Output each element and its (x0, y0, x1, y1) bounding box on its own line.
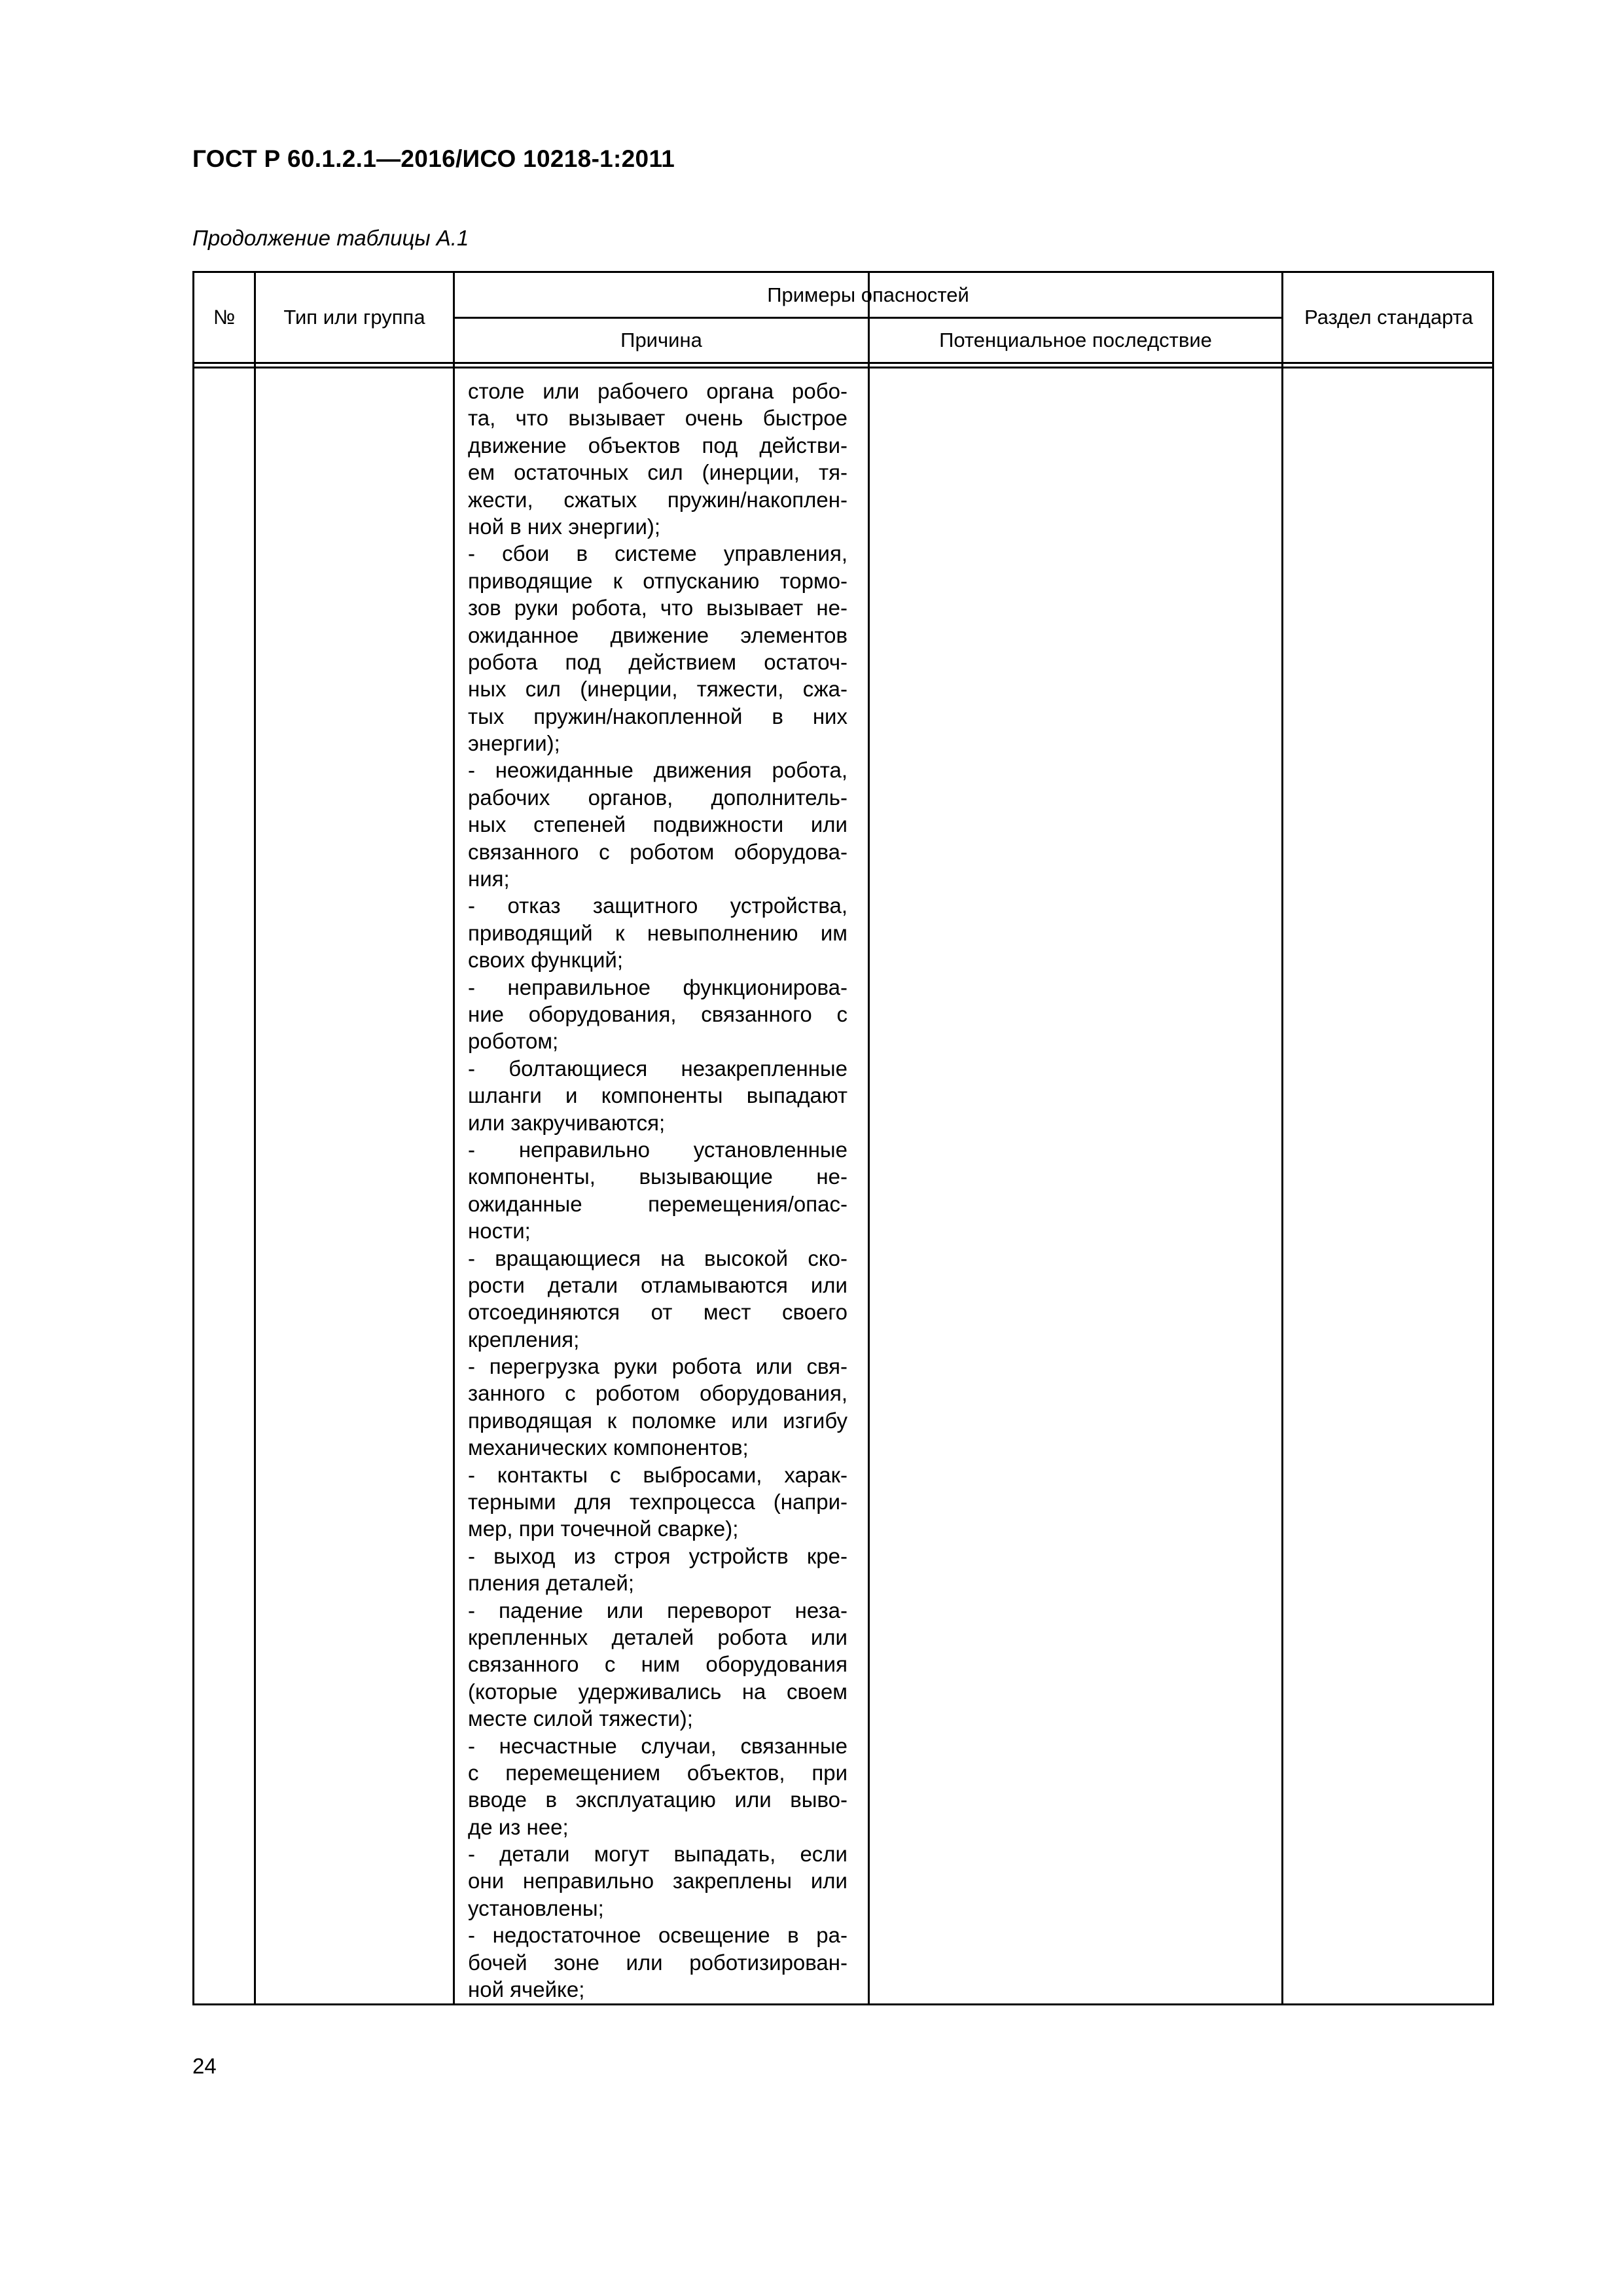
cause-text-line: тых пружин/накопленной в них (468, 704, 847, 728)
cause-cell-text (468, 378, 847, 2003)
cause-text-line: (которые удерживались на своем (468, 1679, 847, 1704)
cause-text-line: рости детали отламываются или (468, 1272, 847, 1297)
cause-text-line: - вращающиеся на высокой ско- (468, 1246, 847, 1270)
cause-text-line: вводе в эксплуатацию или выво- (468, 1787, 847, 1812)
cause-text-line: - выход из строя устройств кре- (468, 1543, 847, 1568)
page-number: 24 (192, 2054, 217, 2078)
header-bottom-line-double (194, 367, 1492, 368)
cause-text-line: занного с роботом оборудования, (468, 1381, 847, 1406)
cause-text-line: ожиданные перемещения/опас- (468, 1191, 847, 1216)
cause-text-line: с перемещением объектов, при (468, 1760, 847, 1785)
header-hazard-examples: Примеры опасностей (767, 283, 969, 306)
cause-text-line: - неправильное функционирова- (468, 975, 847, 999)
cause-text-line: - падение или переворот неза- (468, 1598, 847, 1623)
cause-text-line: месте силой тяжести); (468, 1706, 693, 1731)
cause-text-line: де из нее; (468, 1814, 569, 1839)
cause-text-line: - контакты с выбросами, харак- (468, 1462, 847, 1487)
cause-text-line: своих функций; (468, 948, 623, 973)
cause-text-line: ем остаточных сил (инерции, тя- (468, 460, 847, 485)
cause-text-line: отсоединяются от мест своего (468, 1300, 847, 1325)
cause-text-line: - детали могут выпадать, если (468, 1842, 847, 1867)
cause-text-line: ния; (468, 867, 510, 891)
cause-text-line: ной в них энергии); (468, 514, 661, 539)
document-title: ГОСТ Р 60.1.2.1—2016/ИСО 10218-1:2011 (192, 145, 675, 172)
cause-text-line: - отказ защитного устройства, (468, 893, 847, 918)
header-type-group: Тип или группа (283, 306, 425, 329)
col-divider-type (453, 273, 455, 2003)
cause-text-line: бочей зоне или роботизирован- (468, 1950, 847, 1975)
cause-text-line: жести, сжатых пружин/накоплен- (468, 487, 847, 512)
cause-text-line: компоненты, вызывающие не- (468, 1164, 847, 1189)
cause-text-line: ние оборудования, связанного с (468, 1001, 847, 1026)
cause-text-line: связанного с ним оборудования (468, 1652, 847, 1677)
table-continuation-label: Продолжение таблицы А.1 (192, 226, 469, 250)
cause-text-line: приводящий к невыполнению им (468, 920, 847, 945)
cause-text-line: движение объектов под действи- (468, 433, 847, 457)
cause-text-line: ной ячейке; (468, 1977, 585, 2002)
cause-text-line: терными для техпроцесса (напри- (468, 1490, 847, 1515)
cause-text-line: связанного с роботом оборудова- (468, 839, 847, 864)
cause-text-line: - сбои в системе управления, (468, 541, 847, 566)
cause-text-line: крепленных деталей робота или (468, 1624, 847, 1649)
cause-text-line: энергии); (468, 731, 560, 756)
cause-text-line: приводящая к поломке или изгибу (468, 1408, 847, 1433)
cause-text-line: - неправильно установленные (468, 1137, 847, 1162)
cause-text-line: крепления; (468, 1327, 580, 1352)
cause-text-line: - перегрузка руки робота или свя- (468, 1354, 847, 1379)
header-cause: Причина (620, 329, 702, 351)
cause-text-line: ных степеней подвижности или (468, 812, 847, 837)
cause-text-line: или закручиваются; (468, 1110, 666, 1135)
cause-text-line: - несчастные случаи, связанные (468, 1733, 847, 1758)
header-bottom-line (194, 362, 1492, 364)
cause-text-line: столе или рабочего органа робо- (468, 379, 847, 403)
cause-text-line: роботом; (468, 1029, 559, 1054)
cause-text-line: зов руки робота, что вызывает не- (468, 596, 847, 620)
col-divider-number (254, 273, 256, 2003)
col-divider-cause (868, 273, 870, 2003)
cause-text-line: робота под действием остаточ- (468, 649, 847, 674)
cause-text-line: рабочих органов, дополнитель- (468, 785, 847, 810)
cause-text-line: ожиданное движение элементов (468, 622, 847, 647)
cause-text-line: та, что вызывает очень быстрое (468, 406, 847, 431)
cause-text-line: ных сил (инерции, тяжести, сжа- (468, 677, 847, 702)
col-divider-consequence (1281, 273, 1283, 2003)
cause-text-line: установлены; (468, 1895, 604, 1920)
cause-text-line: ности; (468, 1219, 531, 1244)
cause-text-line: мер, при точечной сварке); (468, 1516, 739, 1541)
cause-text-line: механических компонентов; (468, 1435, 749, 1460)
cause-text-line: - неожиданные движения робота, (468, 758, 847, 783)
cause-text-line: - недостаточное освещение в ра- (468, 1923, 847, 1948)
cause-text-line: шланги и компоненты выпадают (468, 1083, 847, 1108)
header-standard-section: Раздел стандарта (1304, 306, 1473, 329)
cause-text-line: приводящие к отпусканию тормо- (468, 568, 847, 593)
cause-text-line: они неправильно закреплены или (468, 1869, 847, 1893)
header-consequence: Потенциальное последствие (939, 329, 1212, 351)
header-number: № (213, 306, 236, 329)
cause-text-line: пления деталей; (468, 1571, 634, 1596)
cause-text-line: - болтающиеся незакрепленные (468, 1056, 847, 1081)
